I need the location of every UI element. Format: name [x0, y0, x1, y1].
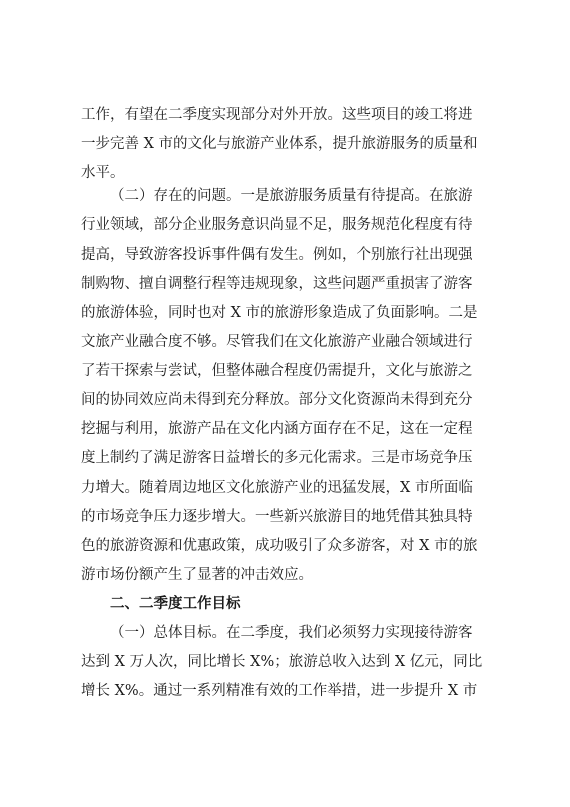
paragraph-line: 达到 X 万人次，同比增长 X%；旅游总收入达到 X 亿元，同比 [81, 654, 483, 670]
paragraph-line: 间的协同效应尚未得到充分释放。部分文化资源尚未得到充分 [81, 392, 473, 408]
paragraph-line: 挖掘与利用，旅游产品在文化内涵方面存在不足，这在一定程 [81, 421, 473, 437]
paragraph-line: （二）存在的问题。一是旅游服务质量有待提高。在旅游 [110, 188, 473, 204]
paragraph-line: 的旅游体验，同时也对 X 市的旅游形象造成了负面影响。二是 [81, 305, 478, 321]
paragraph-line: 度上制约了满足游客日益增长的多元化需求。三是市场竞争压 [81, 450, 473, 466]
paragraph-line: 一步完善 X 市的文化与旅游产业体系，提升旅游服务的质量和 [81, 136, 478, 152]
paragraph-line: 的市场竞争压力逐步增大。一些新兴旅游目的地凭借其独具特 [81, 509, 473, 525]
paragraph-line: 水平。 [81, 165, 125, 181]
paragraph-line: 工作，有望在二季度实现部分对外开放。这些项目的竣工将进 [81, 107, 473, 123]
paragraph-line: （一）总体目标。在二季度，我们必须努力实现接待游客 [110, 625, 473, 641]
paragraph-line: 色的旅游资源和优惠政策，成功吸引了众多游客，对 X 市的旅 [81, 538, 478, 554]
paragraph-line: 提高，导致游客投诉事件偶有发生。例如，个别旅行社出现强 [81, 247, 473, 263]
paragraph-line: 游市场份额产生了显著的冲击效应。 [81, 567, 313, 583]
section-heading: 二、二季度工作目标 [110, 596, 241, 612]
paragraph-line: 力增大。随着周边地区文化旅游产业的迅猛发展，X 市所面临 [81, 480, 473, 496]
paragraph-line: 制购物、擅自调整行程等违规现象，这些问题严重损害了游客 [81, 276, 473, 292]
paragraph-line: 行业领域，部分企业服务意识尚显不足，服务规范化程度有待 [81, 217, 473, 233]
paragraph-line: 了若干探索与尝试，但整体融合程度仍需提升，文化与旅游之 [81, 363, 473, 379]
paragraph-line: 文旅产业融合度不够。尽管我们在文化旅游产业融合领域进行 [81, 334, 473, 350]
paragraph-line: 增长 X%。通过一系列精准有效的工作举措，进一步提升 X 市 [81, 683, 478, 699]
